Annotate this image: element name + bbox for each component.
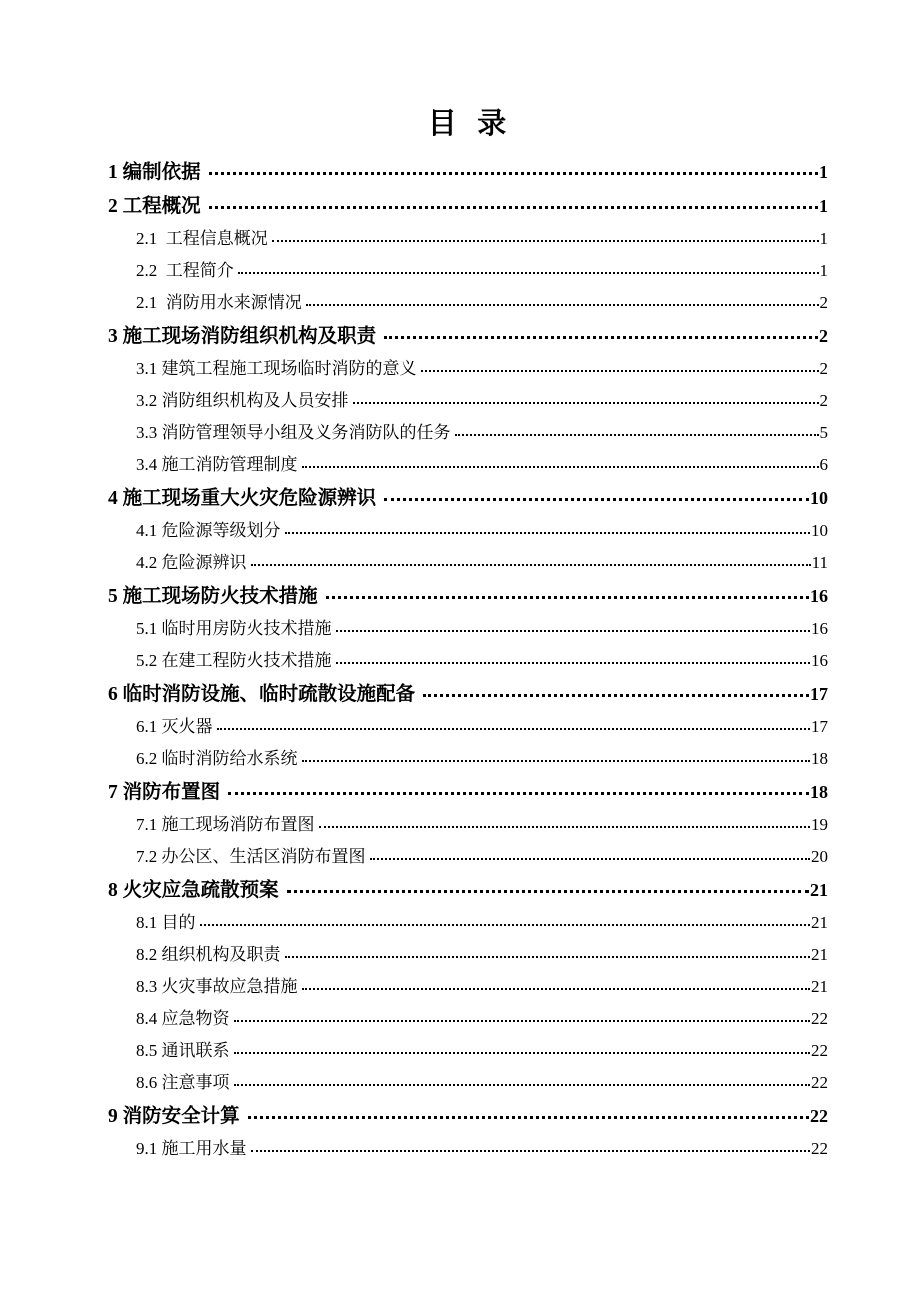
toc-entry-page-number: 10: [810, 488, 828, 508]
dot-leader: [319, 826, 811, 828]
toc-entry[interactable]: [108, 940, 828, 962]
toc-entry-page-number: 11: [811, 553, 828, 572]
toc-entry-label: 2.2 工程简介: [136, 261, 234, 280]
toc-entry[interactable]: [108, 678, 828, 705]
dot-leader: [285, 956, 811, 958]
toc-entry-label: 5 施工现场防火技术措施: [108, 586, 318, 607]
toc-entry-label: 8.2 组织机构及职责: [136, 945, 281, 964]
toc-entry[interactable]: [108, 1134, 828, 1156]
toc-entry-label: 4.1 危险源等级划分: [136, 521, 281, 540]
toc-entry-page-number: 20: [811, 847, 828, 866]
toc-entry[interactable]: [108, 418, 828, 440]
toc-entry-page-number: 5: [819, 423, 828, 442]
toc-entry-label: 5.1 临时用房防火技术措施: [136, 619, 332, 638]
toc-entry[interactable]: [108, 288, 828, 310]
dot-leader: [234, 1084, 811, 1086]
dot-leader: [272, 240, 819, 242]
dot-leader: [238, 272, 819, 274]
toc-entry-label: 9 消防安全计算: [108, 1106, 240, 1127]
dot-leader: [384, 336, 818, 339]
toc-entry-label: 8.5 通讯联系: [136, 1041, 230, 1060]
toc-entry[interactable]: [108, 256, 828, 278]
toc-entry[interactable]: [108, 450, 828, 472]
toc-entry-page-number: 1: [819, 162, 828, 182]
toc-entry-label: 6.1 灭火器: [136, 717, 213, 736]
dot-leader: [455, 434, 819, 436]
toc-entry-label: 6 临时消防设施、临时疏散设施配备: [108, 684, 416, 705]
toc-entry-label: 9.1 施工用水量: [136, 1139, 247, 1158]
toc-entry-label: 2.1 消防用水来源情况: [136, 293, 302, 312]
toc-entry[interactable]: [108, 1036, 828, 1058]
toc-entry[interactable]: [108, 646, 828, 668]
toc-entry-label: 3.1 建筑工程施工现场临时消防的意义: [136, 359, 417, 378]
toc-entry-page-number: 2: [819, 391, 828, 410]
toc-entry[interactable]: [108, 776, 828, 803]
toc-entry-page-number: 2: [819, 293, 828, 312]
toc-entry-page-number: 22: [811, 1073, 828, 1092]
toc-entry[interactable]: [108, 874, 828, 901]
dot-leader: [248, 1116, 809, 1119]
dot-leader: [353, 402, 819, 404]
toc-entry-page-number: 17: [811, 717, 828, 736]
toc-entry-page-number: 2: [819, 326, 828, 346]
dot-leader: [336, 630, 811, 632]
dot-leader: [228, 792, 809, 795]
table-of-contents: [108, 156, 828, 1156]
dot-leader: [302, 466, 819, 468]
dot-leader: [217, 728, 811, 730]
dot-leader: [287, 890, 809, 893]
dot-leader: [326, 596, 809, 599]
toc-entry-page-number: 21: [811, 977, 828, 996]
toc-entry-page-number: 10: [811, 521, 828, 540]
toc-entry[interactable]: [108, 614, 828, 636]
toc-entry-page-number: 22: [811, 1009, 828, 1028]
dot-leader: [384, 498, 809, 501]
toc-entry[interactable]: [108, 354, 828, 376]
toc-entry-page-number: 1: [819, 261, 828, 280]
toc-entry[interactable]: [108, 744, 828, 766]
toc-entry[interactable]: [108, 712, 828, 734]
toc-entry[interactable]: [108, 516, 828, 538]
toc-entry-page-number: 22: [811, 1139, 828, 1158]
toc-entry[interactable]: [108, 482, 828, 509]
toc-entry-label: 8.3 火灾事故应急措施: [136, 977, 298, 996]
toc-entry[interactable]: [108, 1100, 828, 1127]
toc-entry[interactable]: [108, 548, 828, 570]
dot-leader: [423, 694, 809, 697]
toc-entry-page-number: 16: [811, 651, 828, 670]
toc-entry-label: 7 消防布置图: [108, 782, 221, 803]
dot-leader: [302, 988, 811, 990]
toc-entry-label: 5.2 在建工程防火技术措施: [136, 651, 332, 670]
dot-leader: [251, 564, 811, 566]
dot-leader: [302, 760, 811, 762]
toc-entry-label: 8.6 注意事项: [136, 1073, 230, 1092]
toc-entry[interactable]: [108, 908, 828, 930]
toc-entry[interactable]: [108, 810, 828, 832]
toc-entry-page-number: 19: [811, 815, 828, 834]
toc-entry-label: 3 施工现场消防组织机构及职责: [108, 326, 377, 347]
toc-entry[interactable]: [108, 1068, 828, 1090]
dot-leader: [285, 532, 811, 534]
toc-entry-page-number: 1: [819, 229, 828, 248]
toc-entry-page-number: 21: [811, 913, 828, 932]
dot-leader: [209, 206, 818, 209]
dot-leader: [306, 304, 819, 306]
dot-leader: [209, 172, 818, 175]
toc-entry[interactable]: [108, 320, 828, 347]
dot-leader: [336, 662, 811, 664]
toc-entry-page-number: 16: [810, 586, 828, 606]
toc-entry[interactable]: [108, 972, 828, 994]
toc-entry-page-number: 17: [810, 684, 828, 704]
toc-entry-page-number: 2: [819, 359, 828, 378]
toc-entry-page-number: 1: [819, 196, 828, 216]
dot-leader: [421, 370, 819, 372]
toc-entry-label: 3.2 消防组织机构及人员安排: [136, 391, 349, 410]
toc-entry[interactable]: [108, 1004, 828, 1026]
toc-entry[interactable]: [108, 156, 828, 183]
toc-entry-label: 7.2 办公区、生活区消防布置图: [136, 847, 366, 866]
toc-entry-label: 4 施工现场重大火灾危险源辨识: [108, 488, 377, 509]
toc-entry-page-number: 18: [811, 749, 828, 768]
toc-entry-label: 8.4 应急物资: [136, 1009, 230, 1028]
toc-entry-label: 8 火灾应急疏散预案: [108, 880, 279, 901]
toc-entry-page-number: 22: [811, 1041, 828, 1060]
dot-leader: [234, 1020, 811, 1022]
toc-entry-label: 8.1 目的: [136, 913, 196, 932]
toc-entry-page-number: 16: [811, 619, 828, 638]
toc-entry[interactable]: [108, 224, 828, 246]
toc-entry-page-number: 21: [811, 945, 828, 964]
page-title: 目 录: [427, 108, 509, 140]
toc-entry-page-number: 18: [810, 782, 828, 802]
toc-entry-label: 1 编制依据: [108, 162, 201, 183]
toc-entry[interactable]: [108, 580, 828, 607]
toc-entry-label: 4.2 危险源辨识: [136, 553, 247, 572]
toc-entry-label: 7.1 施工现场消防布置图: [136, 815, 315, 834]
dot-leader: [200, 924, 811, 926]
toc-entry-page-number: 22: [810, 1106, 828, 1126]
toc-entry-page-number: 21: [810, 880, 828, 900]
toc-entry-page-number: 6: [819, 455, 828, 474]
toc-entry-label: 3.4 施工消防管理制度: [136, 455, 298, 474]
toc-entry[interactable]: [108, 386, 828, 408]
toc-entry-label: 6.2 临时消防给水系统: [136, 749, 298, 768]
dot-leader: [370, 858, 811, 860]
toc-entry[interactable]: [108, 190, 828, 217]
toc-entry-label: 2 工程概况: [108, 196, 201, 217]
toc-entry[interactable]: [108, 842, 828, 864]
toc-entry-label: 3.3 消防管理领导小组及义务消防队的任务: [136, 423, 451, 442]
dot-leader: [251, 1150, 811, 1152]
toc-entry-label: 2.1 工程信息概况: [136, 229, 268, 248]
dot-leader: [234, 1052, 811, 1054]
